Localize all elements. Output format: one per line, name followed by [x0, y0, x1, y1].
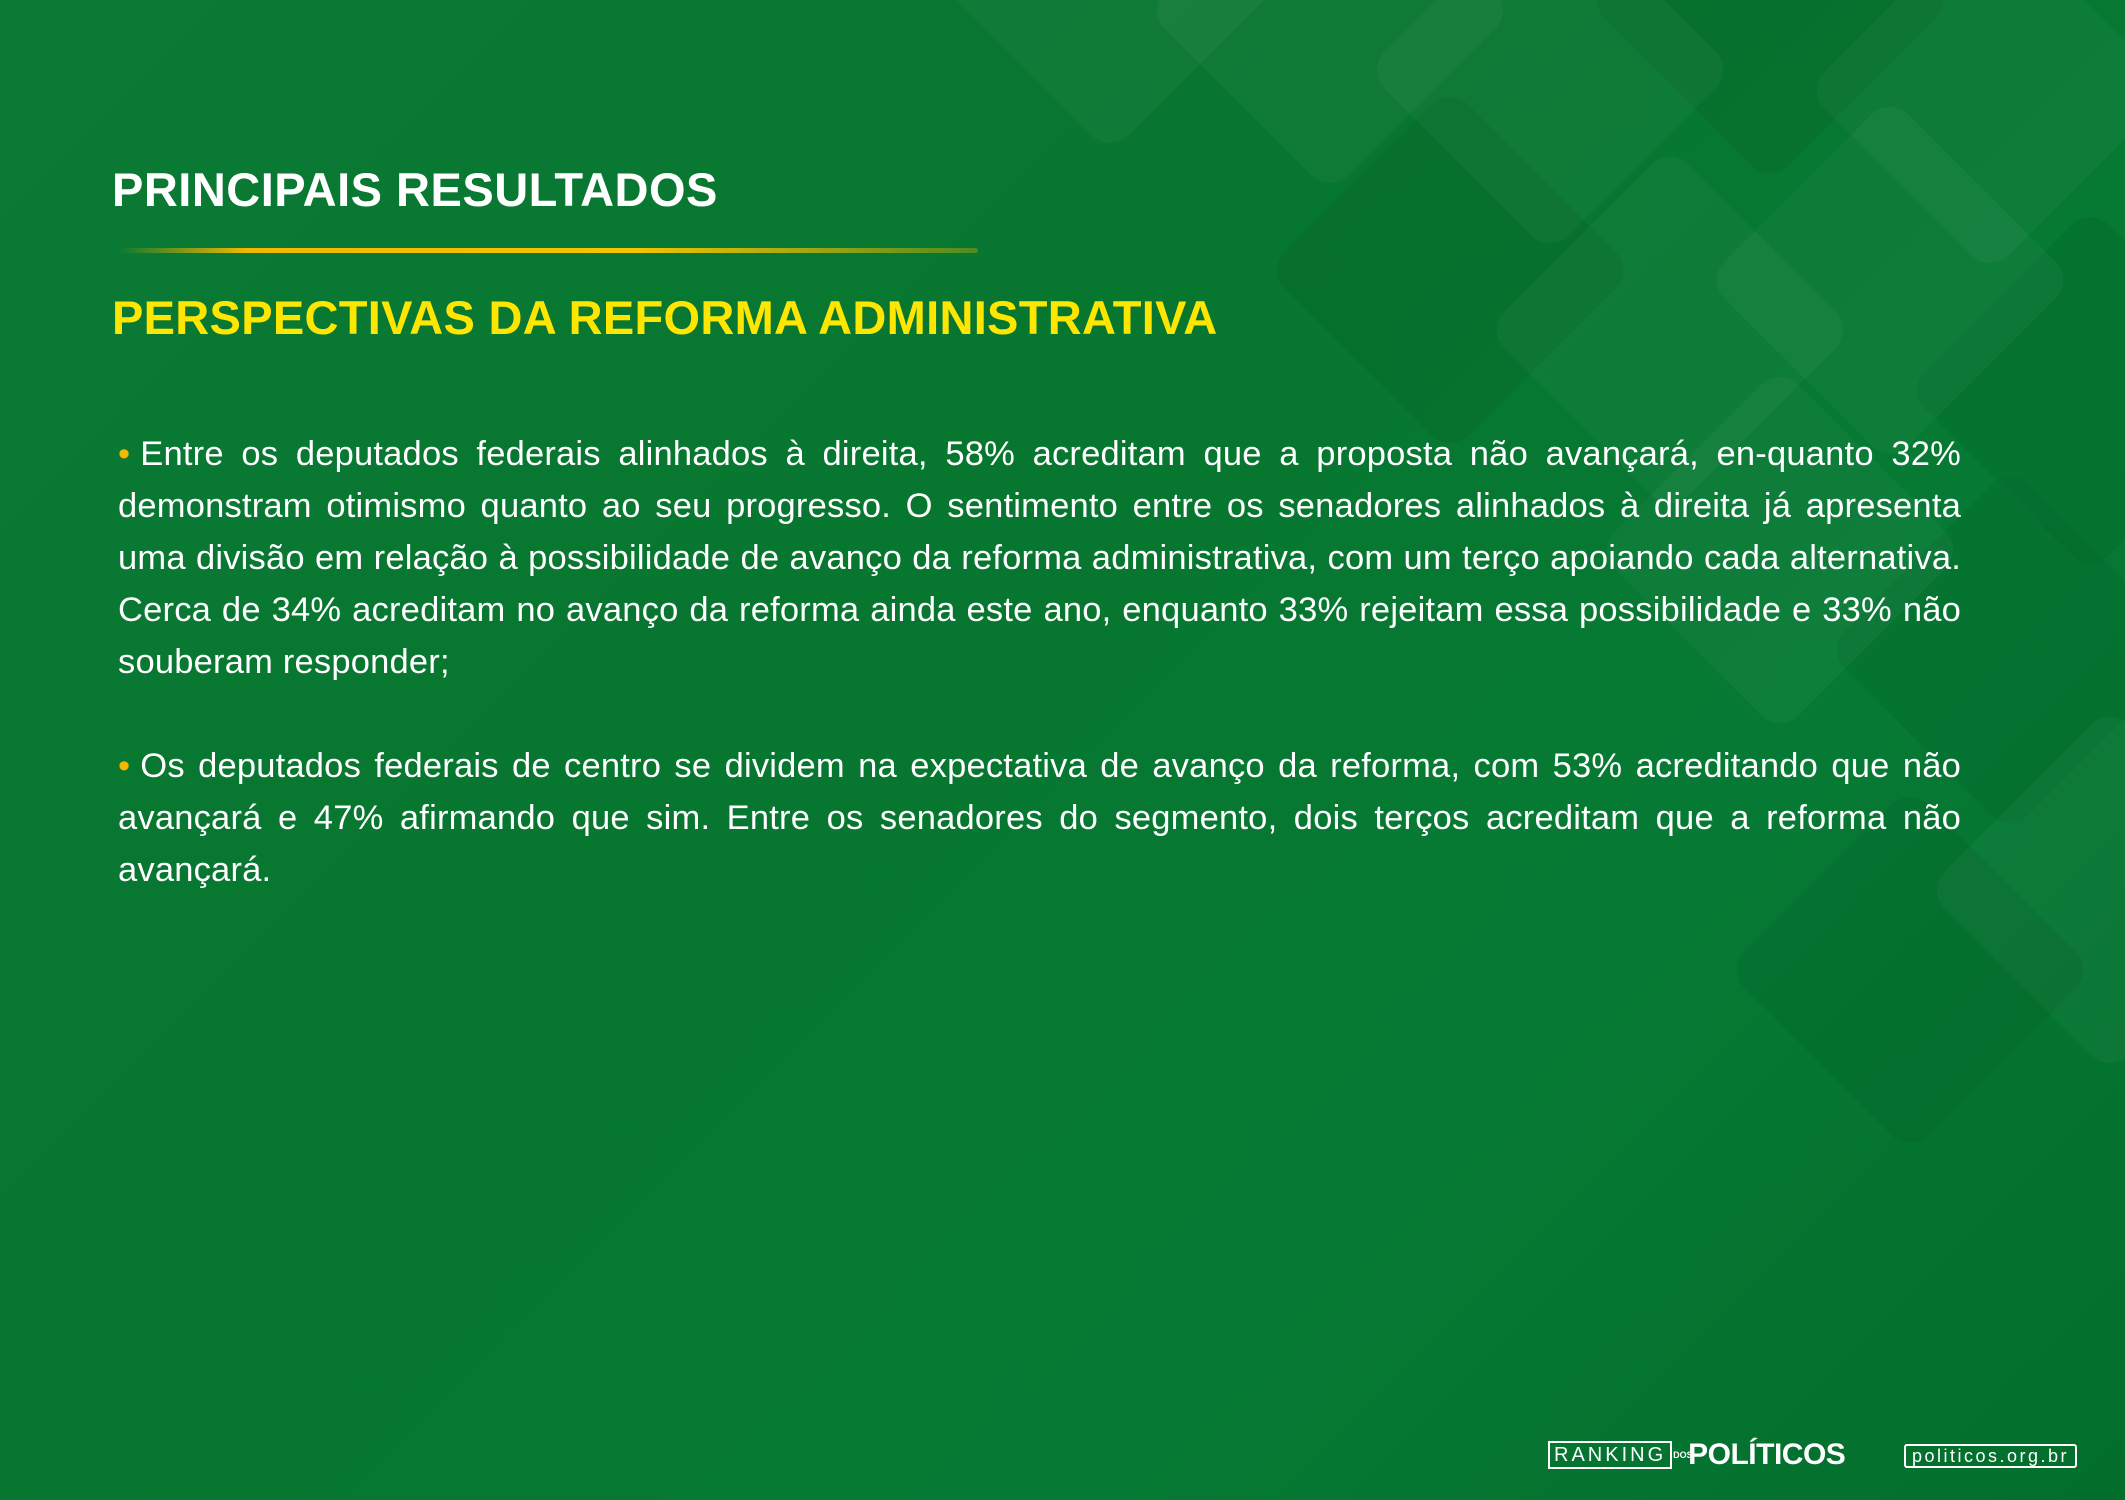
website-url: politicos.org.br — [1904, 1444, 2077, 1468]
logo-ranking-text: RANKING — [1548, 1441, 1672, 1469]
bullet-icon: • — [118, 435, 131, 473]
section-title: PRINCIPAIS RESULTADOS — [112, 163, 718, 216]
bullet-icon: • — [118, 747, 131, 785]
logo-dos-text: DOS — [1673, 1450, 1693, 1460]
bullet-paragraph-2 — [118, 740, 1961, 896]
content-body — [118, 428, 1961, 948]
paragraph-text: Os deputados federais de centro se dividem na expectativa de avanço da reforma, com 53% acreditando que não avançará e 47% afirmando que sim. Entre os senadores do segmento, dois terços acreditam que a reforma não avançará. — [118, 747, 1961, 889]
logo-politicos-text: POLÍTICOS — [1688, 1438, 1846, 1471]
ranking-dos-politicos-logo — [1548, 1440, 1845, 1470]
title-divider — [118, 248, 978, 253]
bullet-paragraph-1 — [118, 428, 1961, 688]
section-subtitle: PERSPECTIVAS DA REFORMA ADMINISTRATIVA — [112, 291, 1218, 344]
paragraph-text: Entre os deputados federais alinhados à direita, 58% acreditam que a proposta não avançará, en-quanto 32% demonstram otimismo quanto ao seu progresso. O sentimento entre os senadores alinhados à direita já apresenta uma divisão em relação à possibilidade de avanço da reforma administrativa, com um terço apoiando cada alternativa. Cerca de 34% acreditam no avanço da reforma ainda este ano, enquanto 33% rejeitam essa possibilidade e 33% não souberam responder; — [118, 435, 1961, 681]
